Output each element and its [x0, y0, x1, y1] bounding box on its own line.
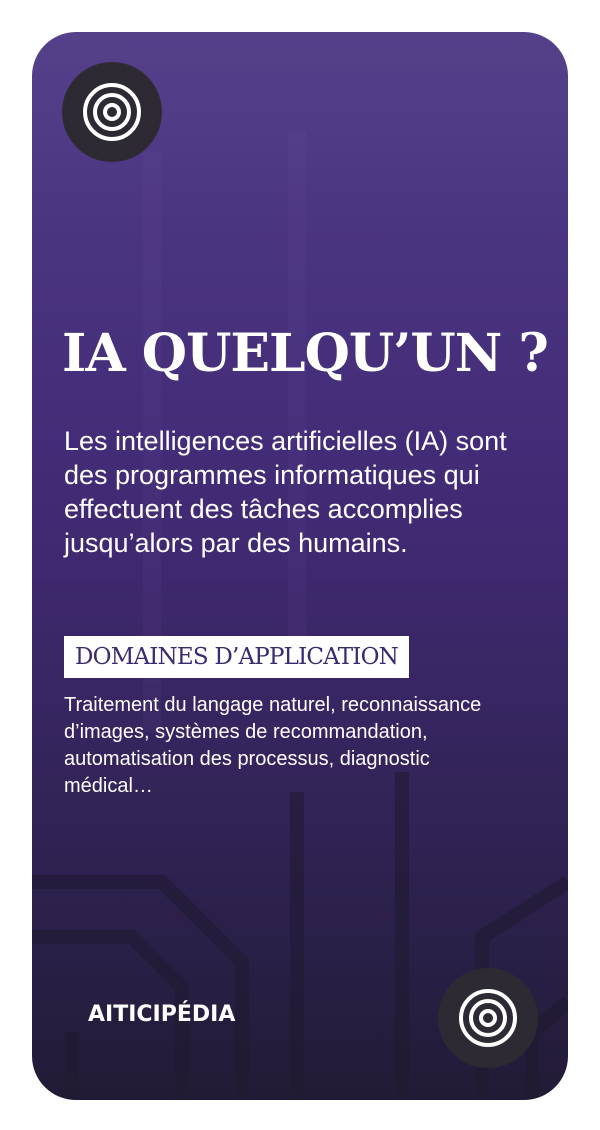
section-label: DOMAINES D’APPLICATION [64, 636, 409, 678]
card-title: IA QUELQU’UN ? [62, 323, 548, 384]
brand-logo: AITICIPÉDIA [88, 1002, 236, 1027]
target-badge-top [62, 62, 162, 162]
concentric-target-icon [62, 62, 162, 162]
concentric-target-icon [438, 968, 538, 1068]
circuit-background [32, 32, 568, 1100]
section-text: Traitement du langage naturel, reconnaissance d’images, systèmes de recommandation, automatisation des processus, diagnostic médical… [64, 694, 482, 797]
intro-text: Les intelligences artificielles (IA) sont des programmes informatiques qui effectuent des tâches accomplies jusqu’alors par des humains. [64, 426, 507, 558]
target-badge-bottom [438, 968, 538, 1068]
info-card [32, 32, 568, 1100]
